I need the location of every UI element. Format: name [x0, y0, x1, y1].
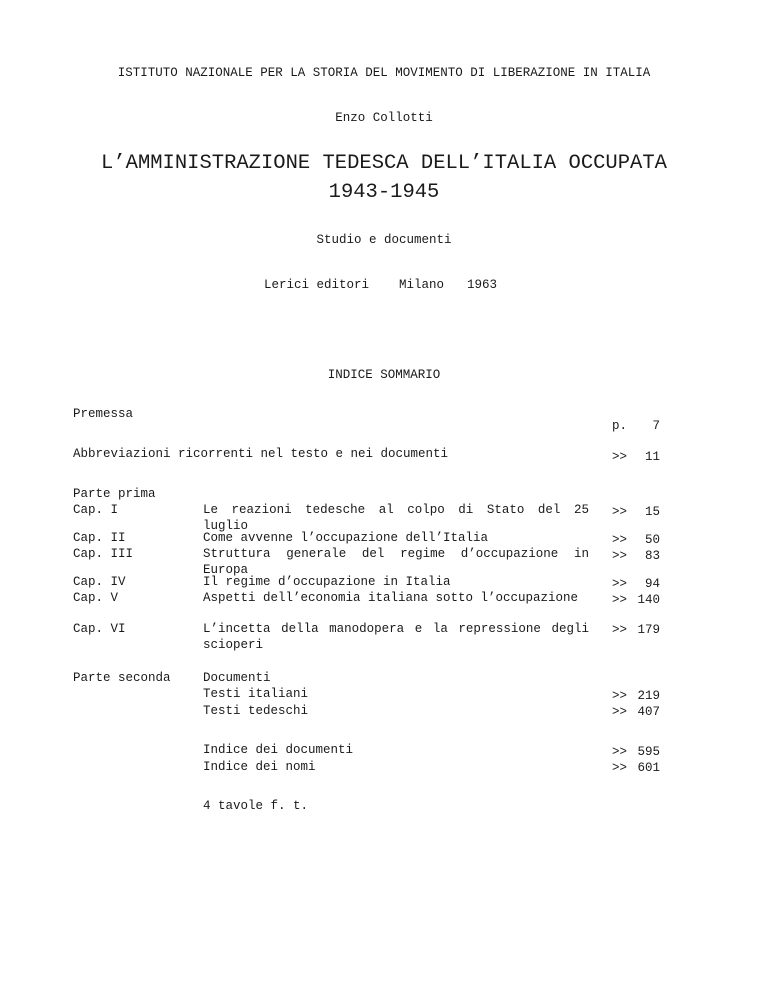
chapter-number: Cap. VI — [73, 622, 126, 636]
chapter-number: Cap. IV — [73, 575, 126, 589]
index-item-page: 407 — [637, 705, 660, 719]
chapter-ref: >> — [612, 505, 628, 519]
parte-seconda-label: Parte seconda — [73, 671, 171, 685]
publisher: Lerici editori — [264, 278, 370, 292]
chapter-title: L’incetta della manodopera e la repressione degli scioperi — [203, 622, 589, 652]
index-item-ref: >> — [612, 745, 628, 759]
chapter-page: 94 — [644, 577, 660, 591]
chapter-page: 140 — [637, 593, 660, 607]
premessa-label: Premessa — [73, 407, 134, 421]
premessa-page: 7 — [652, 419, 660, 433]
tavole-note: 4 tavole f. t. — [203, 799, 309, 813]
institute-name: ISTITUTO NAZIONALE PER LA STORIA DEL MOVIMENTO DI LIBERAZIONE IN ITALIA — [117, 66, 651, 80]
index-item-page: 219 — [637, 689, 660, 703]
chapter-number: Cap. II — [73, 531, 126, 545]
documenti-section: Documenti — [203, 671, 271, 685]
chapter-title: Aspetti dell’economia italiana sotto l’occupazione — [203, 591, 579, 605]
index-heading: INDICE SOMMARIO — [327, 368, 441, 382]
index-item-title: Testi tedeschi — [203, 704, 309, 718]
chapter-ref: >> — [612, 533, 628, 547]
chapter-number: Cap. I — [73, 503, 119, 517]
index-item-ref: >> — [612, 689, 628, 703]
abbreviazioni-page: 11 — [644, 450, 660, 464]
index-item-title: Testi italiani — [203, 687, 309, 701]
chapter-ref: >> — [612, 593, 628, 607]
chapter-title: Come avvenne l’occupazione dell’Italia — [203, 531, 489, 545]
abbreviazioni-ref: >> — [612, 450, 628, 464]
chapter-page: 179 — [637, 623, 660, 637]
index-item-page: 595 — [637, 745, 660, 759]
chapter-number: Cap. III — [73, 547, 134, 561]
index-item-page: 601 — [637, 761, 660, 775]
chapter-page: 15 — [644, 505, 660, 519]
chapter-ref: >> — [612, 623, 628, 637]
book-title: L’AMMINISTRAZIONE TEDESCA DELL’ITALIA OCCUPATA — [101, 152, 667, 175]
index-item-title: Indice dei documenti — [203, 743, 354, 757]
chapter-ref: >> — [612, 577, 628, 591]
chapter-number: Cap. V — [73, 591, 119, 605]
author-name: Enzo Collotti — [335, 111, 433, 125]
publication-city: Milano — [399, 278, 445, 292]
index-item-ref: >> — [612, 705, 628, 719]
chapter-page: 83 — [644, 549, 660, 563]
book-years: 1943-1945 — [328, 181, 440, 204]
chapter-title: Struttura generale del regime d’occupazione in Europa — [203, 547, 589, 577]
book-subtitle: Studio e documenti — [316, 233, 452, 247]
abbreviazioni-label: Abbreviazioni ricorrenti nel testo e nei documenti — [73, 447, 449, 461]
index-item-title: Indice dei nomi — [203, 760, 316, 774]
publication-year: 1963 — [467, 278, 498, 292]
chapter-title: Le reazioni tedesche al colpo di Stato del 25 luglio — [203, 503, 589, 533]
index-item-ref: >> — [612, 761, 628, 775]
parte-prima-label: Parte prima — [73, 487, 156, 501]
chapter-ref: >> — [612, 549, 628, 563]
chapter-title: Il regime d’occupazione in Italia — [203, 575, 451, 589]
premessa-ref: p. — [612, 419, 628, 433]
chapter-page: 50 — [644, 533, 660, 547]
